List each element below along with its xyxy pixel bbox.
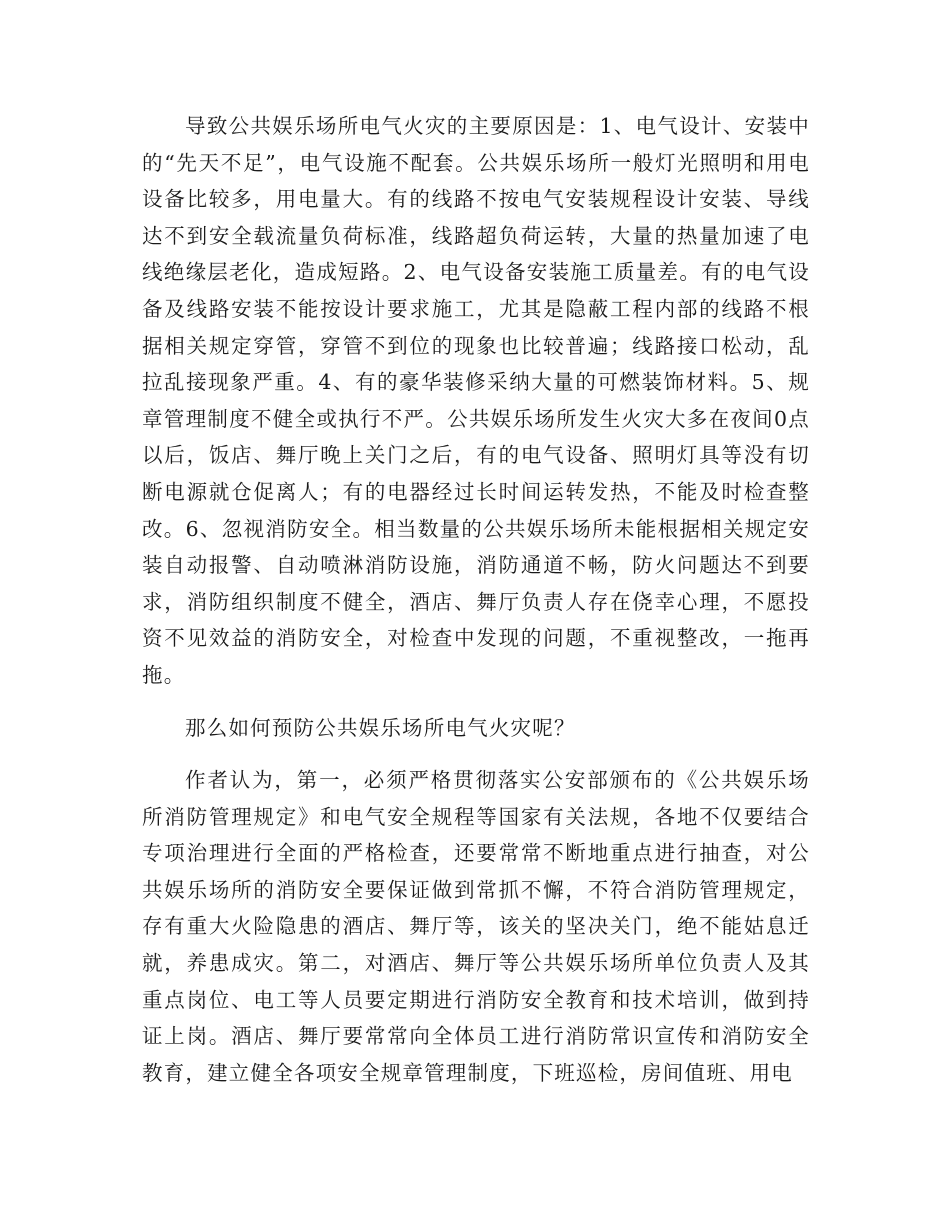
document-body xyxy=(142,108,810,1107)
paragraph-question: 那么如何预防公共娱乐场所电气火灾呢？ xyxy=(185,715,576,740)
paragraph-prevention: 作者认为，第一，必须严格贯彻落实公安部颁布的《公共娱乐场所消防管理规定》和电气安全规程等国家有关法规，各地不仅要结合专项治理进行全面的严格检查，还要常常不断地重点进行抽查，对公共娱乐场所的消防安全要保证做到常抓不懈，不符合消防管理规定，存有重大火险隐患的酒店、舞厅等，该关的坚决关门，绝不能姑息迁就，养患成灾。第二，对酒店、舞厅等公共娱乐场所单位负责人及其重点岗位、电工等人员要定期进行消防安全教育和技术培训，做到持证上岗。酒店、舞厅要常常向全体员工进行消防常识宣传和消防安全教育，建立健全各项安全规章管理制度，下班巡检，房间值班、用电 xyxy=(142,768,810,1085)
paragraph-causes: 导致公共娱乐场所电气火灾的主要原因是：1、电气设计、安装中的“先天不足”，电气设施不配套。公共娱乐场所一般灯光照明和用电设备比较多，用电量大。有的线路不按电气安装规程设计安装、导线达不到安全载流量负荷标准，线路超负荷运转，大量的热量加速了电线绝缘层老化，造成短路。2、电气设备安装施工质量差。有的电气设备及线路安装不能按设计要求施工，尤其是隐蔽工程内部的线路不根据相关规定穿管，穿管不到位的现象也比较普遍；线路接口松动，乱拉乱接现象严重。4、有的豪华装修采纳大量的可燃装饰材料。5、规章管理制度不健全或执行不严。公共娱乐场所发生火灾大多在夜间0点以后，饭店、舞厅晚上关门之后，有的电气设备、照明灯具等没有切断电源就仓促离人；有的电器经过长时间运转发热，不能及时检查整改。6、忽视消防安全。相当数量的公共娱乐场所未能根据相关规定安装自动报警、自动喷淋消防设施，消防通道不畅，防火问题达不到要求，消防组织制度不健全，酒店、舞厅负责人存在侥幸心理，不愿投资不见效益的消防安全，对检查中发现的问题，不重视整改，一拖再拖。 xyxy=(142,114,810,687)
